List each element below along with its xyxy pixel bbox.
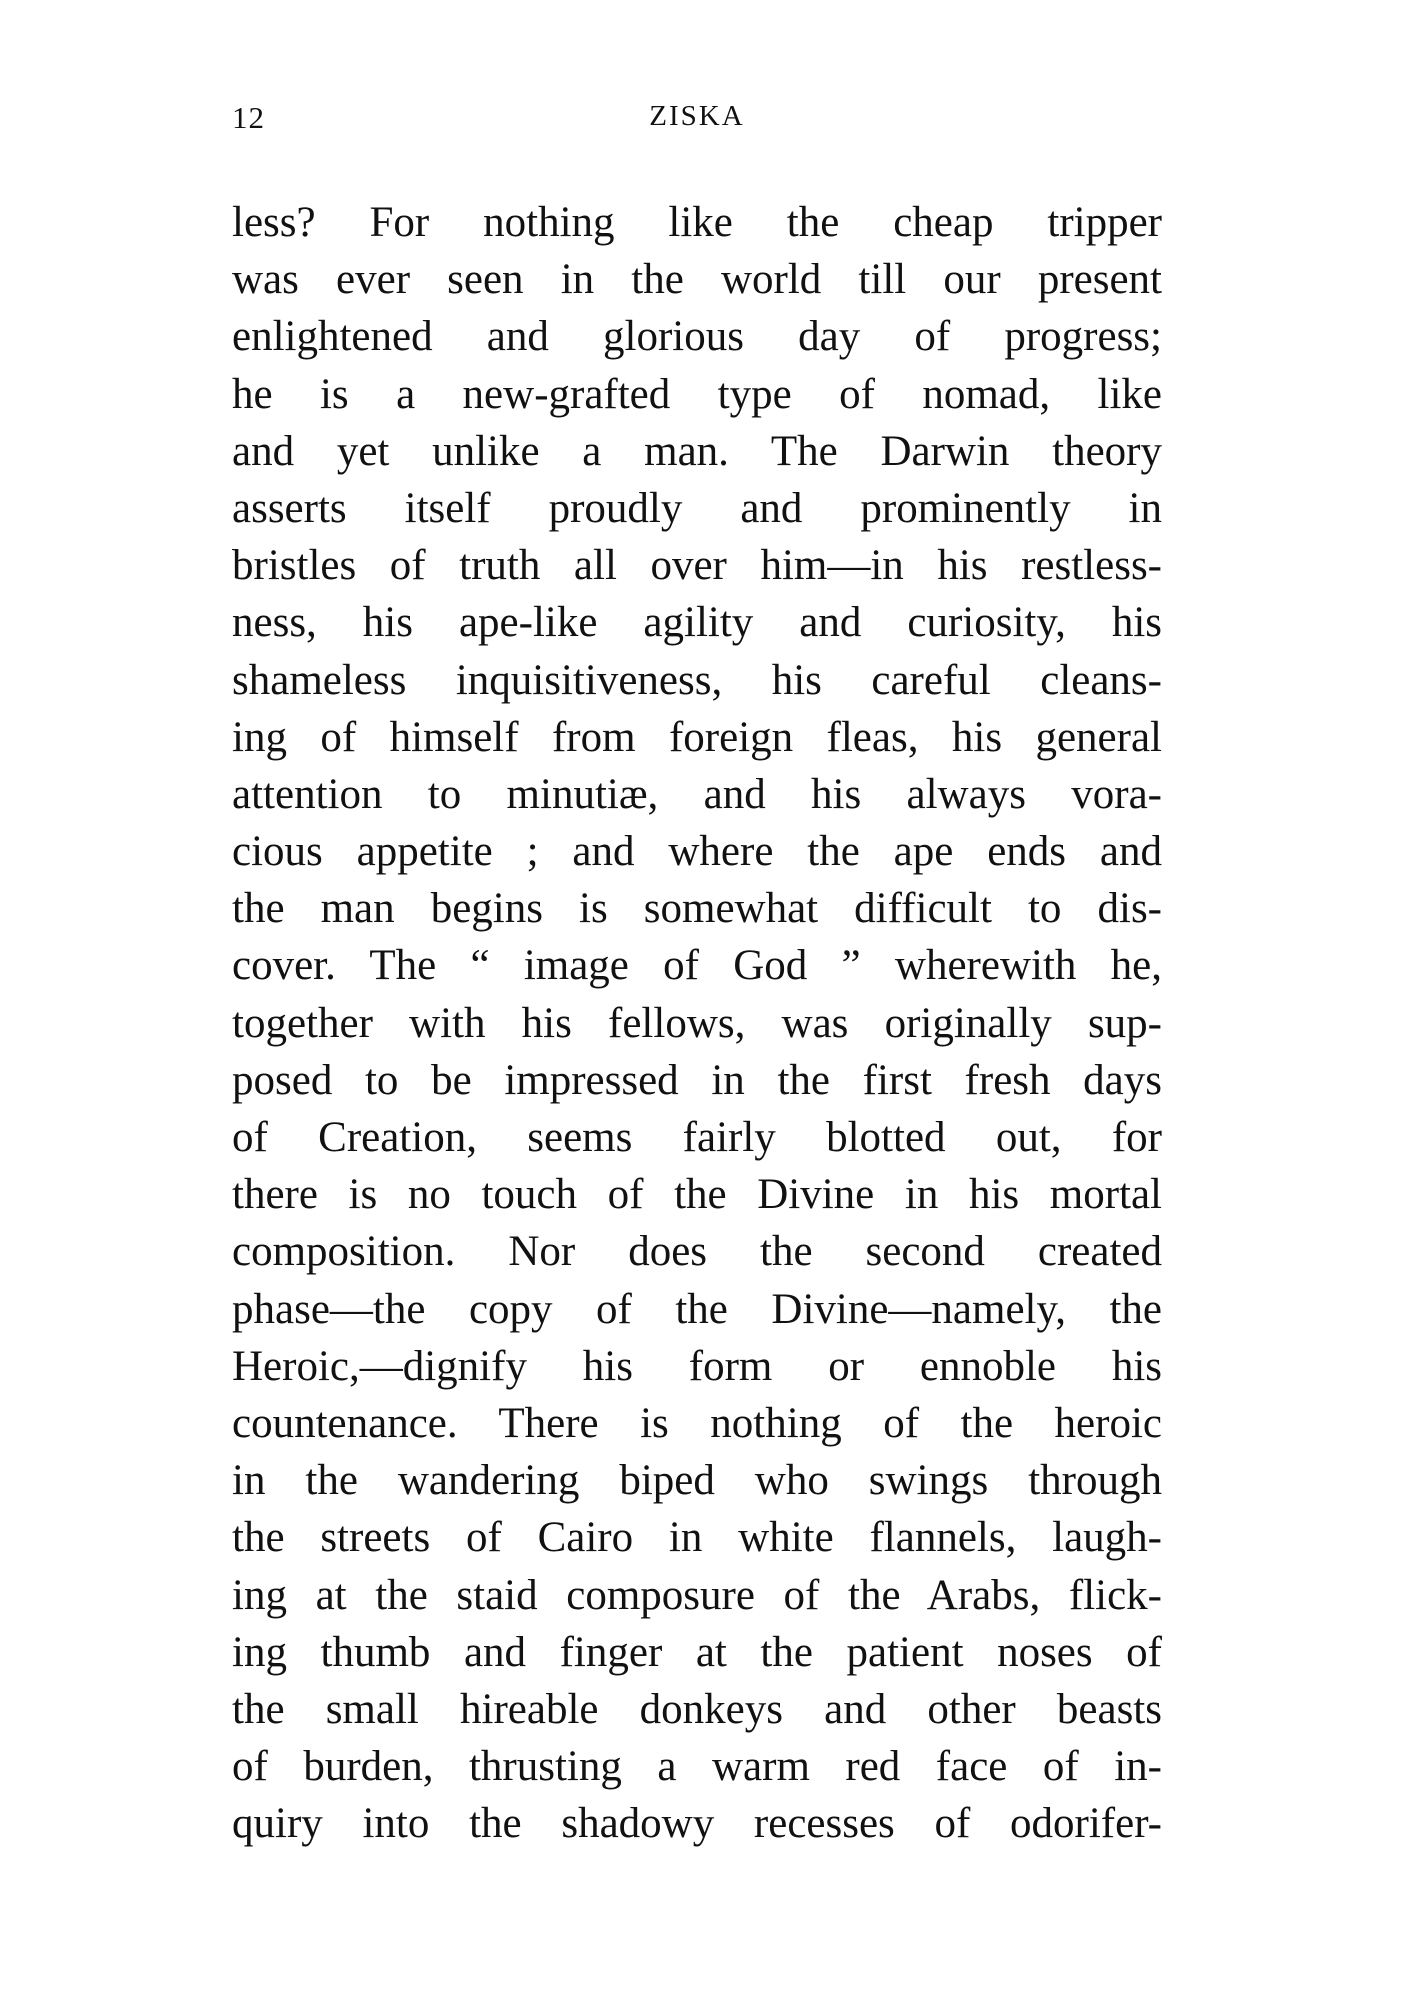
body-text <box>232 194 1162 1852</box>
text-line: bristles of truth all over him—in his restless- <box>232 542 1162 590</box>
text-line: ing at the staid composure of the Arabs, flick- <box>232 1571 1162 1619</box>
page-number: 12 <box>232 100 265 135</box>
text-line: there is no touch of the Divine in his mortal <box>232 1171 1162 1219</box>
text-line: and yet unlike a man. The Darwin theory <box>232 427 1162 475</box>
text-line: cious appetite ; and where the ape ends and <box>232 828 1162 876</box>
text-line: the small hireable donkeys and other beasts <box>232 1685 1162 1733</box>
text-line: in the wandering biped who swings through <box>232 1457 1162 1505</box>
text-line: Heroic,—dignify his form or ennoble his <box>232 1342 1162 1390</box>
text-line: ness, his ape-like agility and curiosity, his <box>232 599 1162 647</box>
running-title: ZISKA <box>649 100 745 132</box>
text-line: the streets of Cairo in white flannels, laugh- <box>232 1514 1162 1562</box>
text-line: countenance. There is nothing of the heroic <box>232 1399 1162 1447</box>
text-line: the man begins is somewhat difficult to dis- <box>232 885 1162 933</box>
text-line: cover. The “ image of God ” wherewith he, <box>232 942 1162 990</box>
text-line: attention to minutiæ, and his always vora- <box>232 770 1162 818</box>
text-line: asserts itself proudly and prominently in <box>232 484 1162 532</box>
text-line: shameless inquisitiveness, his careful cleans- <box>232 656 1162 704</box>
text-line: composition. Nor does the second created <box>232 1228 1162 1276</box>
page-header <box>232 100 1162 144</box>
text-line: together with his fellows, was originally sup- <box>232 999 1162 1047</box>
text-line: phase—the copy of the Divine—namely, the <box>232 1285 1162 1333</box>
text-line: he is a new-grafted type of nomad, like <box>232 370 1162 418</box>
text-line: ing thumb and finger at the patient noses of <box>232 1628 1162 1676</box>
text-line: enlightened and glorious day of progress; <box>232 313 1162 361</box>
text-line: of burden, thrusting a warm red face of in- <box>232 1743 1162 1791</box>
text-line: quiry into the shadowy recesses of odorifer- <box>232 1800 1162 1848</box>
text-line: of Creation, seems fairly blotted out, for <box>232 1114 1162 1161</box>
text-line: ing of himself from foreign fleas, his general <box>232 713 1162 761</box>
text-line: was ever seen in the world till our present <box>232 256 1162 304</box>
text-line: less? For nothing like the cheap tripper <box>232 199 1162 246</box>
text-line: posed to be impressed in the first fresh days <box>232 1056 1162 1104</box>
